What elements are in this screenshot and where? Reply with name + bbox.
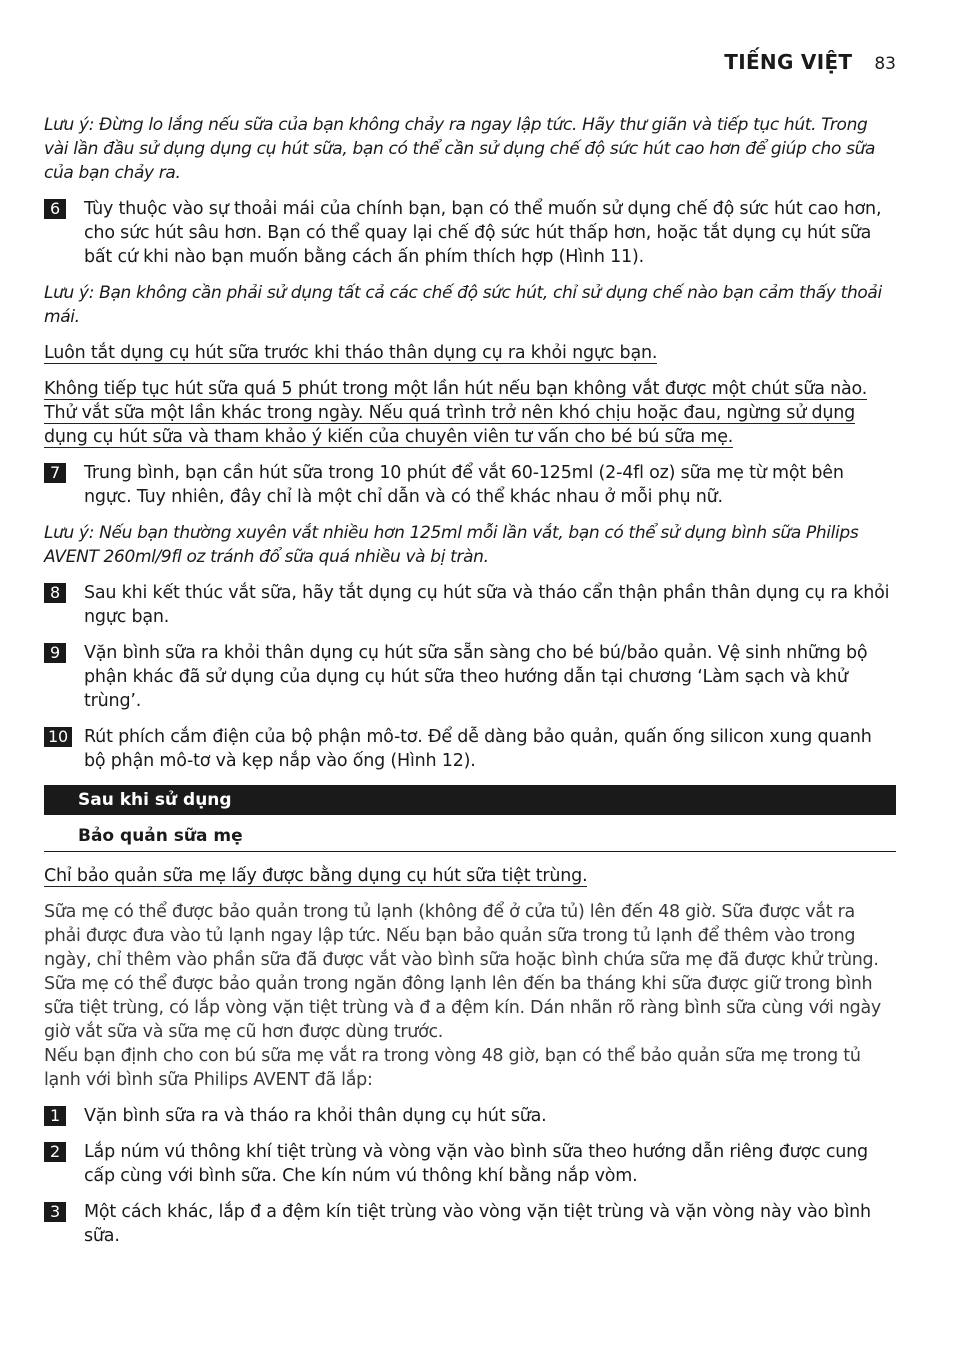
step-number: 6 — [44, 199, 66, 219]
note-paragraph: Lưu ý: Nếu bạn thường xuyên vắt nhiều hơn 125ml mỗi lần vắt, bạn có thể sử dụng bình sữa Philips AVENT 260ml/9fl oz tránh đổ sữa quá nhiều và bị tràn. — [44, 523, 859, 567]
step-text: Lắp núm vú thông khí tiệt trùng và vòng vặn vào bình sữa theo hướng dẫn riêng được cung cấp cùng với bình sữa. Che kín núm vú thông khí bằng nắp vòm. — [84, 1142, 868, 1186]
step-number: 7 — [44, 463, 66, 483]
warning-text: Chỉ bảo quản sữa mẹ lấy được bằng dụng cụ hút sữa tiệt trùng. — [44, 866, 588, 886]
step-number: 9 — [44, 643, 66, 663]
subsection-heading: Bảo quản sữa mẹ — [44, 823, 896, 852]
note-paragraph: Lưu ý: Bạn không cần phải sử dụng tất cả các chế độ sức hút, chỉ sử dụng chế nào bạn cảm thấy thoải mái. — [44, 283, 882, 327]
step-item — [44, 1104, 896, 1128]
note-paragraph: Lưu ý: Đừng lo lắng nếu sữa của bạn không chảy ra ngay lập tức. Hãy thư giãn và tiếp tục hút. Trong vài lần đầu sử dụng dụng cụ hút sữa, bạn có thể cần sử dụng chế độ sức hút cao hơn để giúp cho sữa của bạn chảy ra. — [44, 115, 876, 183]
step-text: Trung bình, bạn cần hút sữa trong 10 phút để vắt 60-125ml (2-4fl oz) sữa mẹ từ một bên ngực. Tuy nhiên, đây chỉ là một chỉ dẫn và có thể khác nhau ở mỗi phụ nữ. — [84, 463, 844, 507]
warning-text: Luôn tắt dụng cụ hút sữa trước khi tháo thân dụng cụ ra khỏi ngực bạn. — [44, 343, 658, 363]
warning-paragraph — [44, 341, 896, 365]
step-text: Sau khi kết thúc vắt sữa, hãy tắt dụng cụ hút sữa và tháo cẩn thận phần thân dụng cụ ra khỏi ngực bạn. — [84, 583, 890, 627]
warning-paragraph — [44, 377, 896, 449]
step-number: 10 — [44, 727, 72, 747]
step-text: Một cách khác, lắp đ a đệm kín tiệt trùng vào vòng vặn tiệt trùng và vặn vòng này vào bình sữa. — [84, 1202, 871, 1246]
step-text: Vặn bình sữa ra và tháo ra khỏi thân dụng cụ hút sữa. — [84, 1106, 547, 1126]
step-item — [44, 1140, 896, 1188]
body-paragraph: Sữa mẹ có thể được bảo quản trong tủ lạnh (không để ở cửa tủ) lên đến 48 giờ. Sữa được vắt ra phải được đưa vào tủ lạnh ngay lập tức. Nếu bạn bảo quản sữa trong tủ lạnh để thêm vào trong ngày, chỉ thêm vào phần sữa đã được vắt vào bình sữa hoặc bình chứa sữa mẹ đã được khử trùng. Sữa mẹ có thể được bảo quản trong ngăn đông lạnh lên đến ba tháng khi sữa được giữ trong bình sữa tiệt trùng, có lắp vòng vặn tiệt trùng và đ a đệm kín. Dán nhãn rõ ràng bình sữa cùng với ngày giờ vắt sữa và sữa mẹ cũ hơn được dùng trước. — [44, 902, 881, 1042]
step-text: Vặn bình sữa ra khỏi thân dụng cụ hút sữa sẵn sàng cho bé bú/bảo quản. Vệ sinh những bộ phận khác đã sử dụng của dụng cụ hút sữa theo hướng dẫn tại chương ‘Làm sạch và khử trùng’. — [84, 643, 868, 711]
step-item — [44, 197, 896, 269]
step-item — [44, 461, 896, 509]
language-label: TIẾNG VIỆT — [724, 50, 853, 74]
step-item — [44, 641, 896, 713]
step-item — [44, 725, 896, 773]
step-number: 2 — [44, 1142, 66, 1162]
step-number: 8 — [44, 583, 66, 603]
step-text: Tùy thuộc vào sự thoải mái của chính bạn, bạn có thể muốn sử dụng chế độ sức hút cao hơn, cho sức hút sâu hơn. Bạn có thể quay lại chế độ sức hút thấp hơn, hoặc tắt dụng cụ hút sữa bất cứ khi nào bạn muốn bằng cách ấn phím thích hợp (Hình 11). — [84, 199, 882, 267]
warning-paragraph — [44, 864, 896, 888]
page-number: 83 — [874, 54, 896, 74]
body-paragraph: Nếu bạn định cho con bú sữa mẹ vắt ra trong vòng 48 giờ, bạn có thể bảo quản sữa mẹ trong tủ lạnh với bình sữa Philips AVENT đã lắp: — [44, 1046, 861, 1090]
step-number: 3 — [44, 1202, 66, 1222]
step-item — [44, 581, 896, 629]
page-content — [44, 113, 896, 1260]
step-item — [44, 1200, 896, 1248]
step-text: Rút phích cắm điện của bộ phận mô-tơ. Để dễ dàng bảo quản, quấn ống silicon xung quanh bộ phận mô-tơ và kẹp nắp vào ống (Hình 12). — [84, 727, 872, 771]
step-number: 1 — [44, 1106, 66, 1126]
page-header — [724, 50, 896, 74]
warning-text: Không tiếp tục hút sữa quá 5 phút trong một lần hút nếu bạn không vắt được một chút sữa nào. Thử vắt sữa một lần khác trong ngày. Nếu quá trình trở nên khó chịu hoặc đau, ngừng sử dụng dụng cụ hút sữa và tham khảo ý kiến của chuyên viên tư vấn cho bé bú sữa mẹ. — [44, 379, 868, 447]
section-heading: Sau khi sử dụng — [44, 785, 896, 815]
